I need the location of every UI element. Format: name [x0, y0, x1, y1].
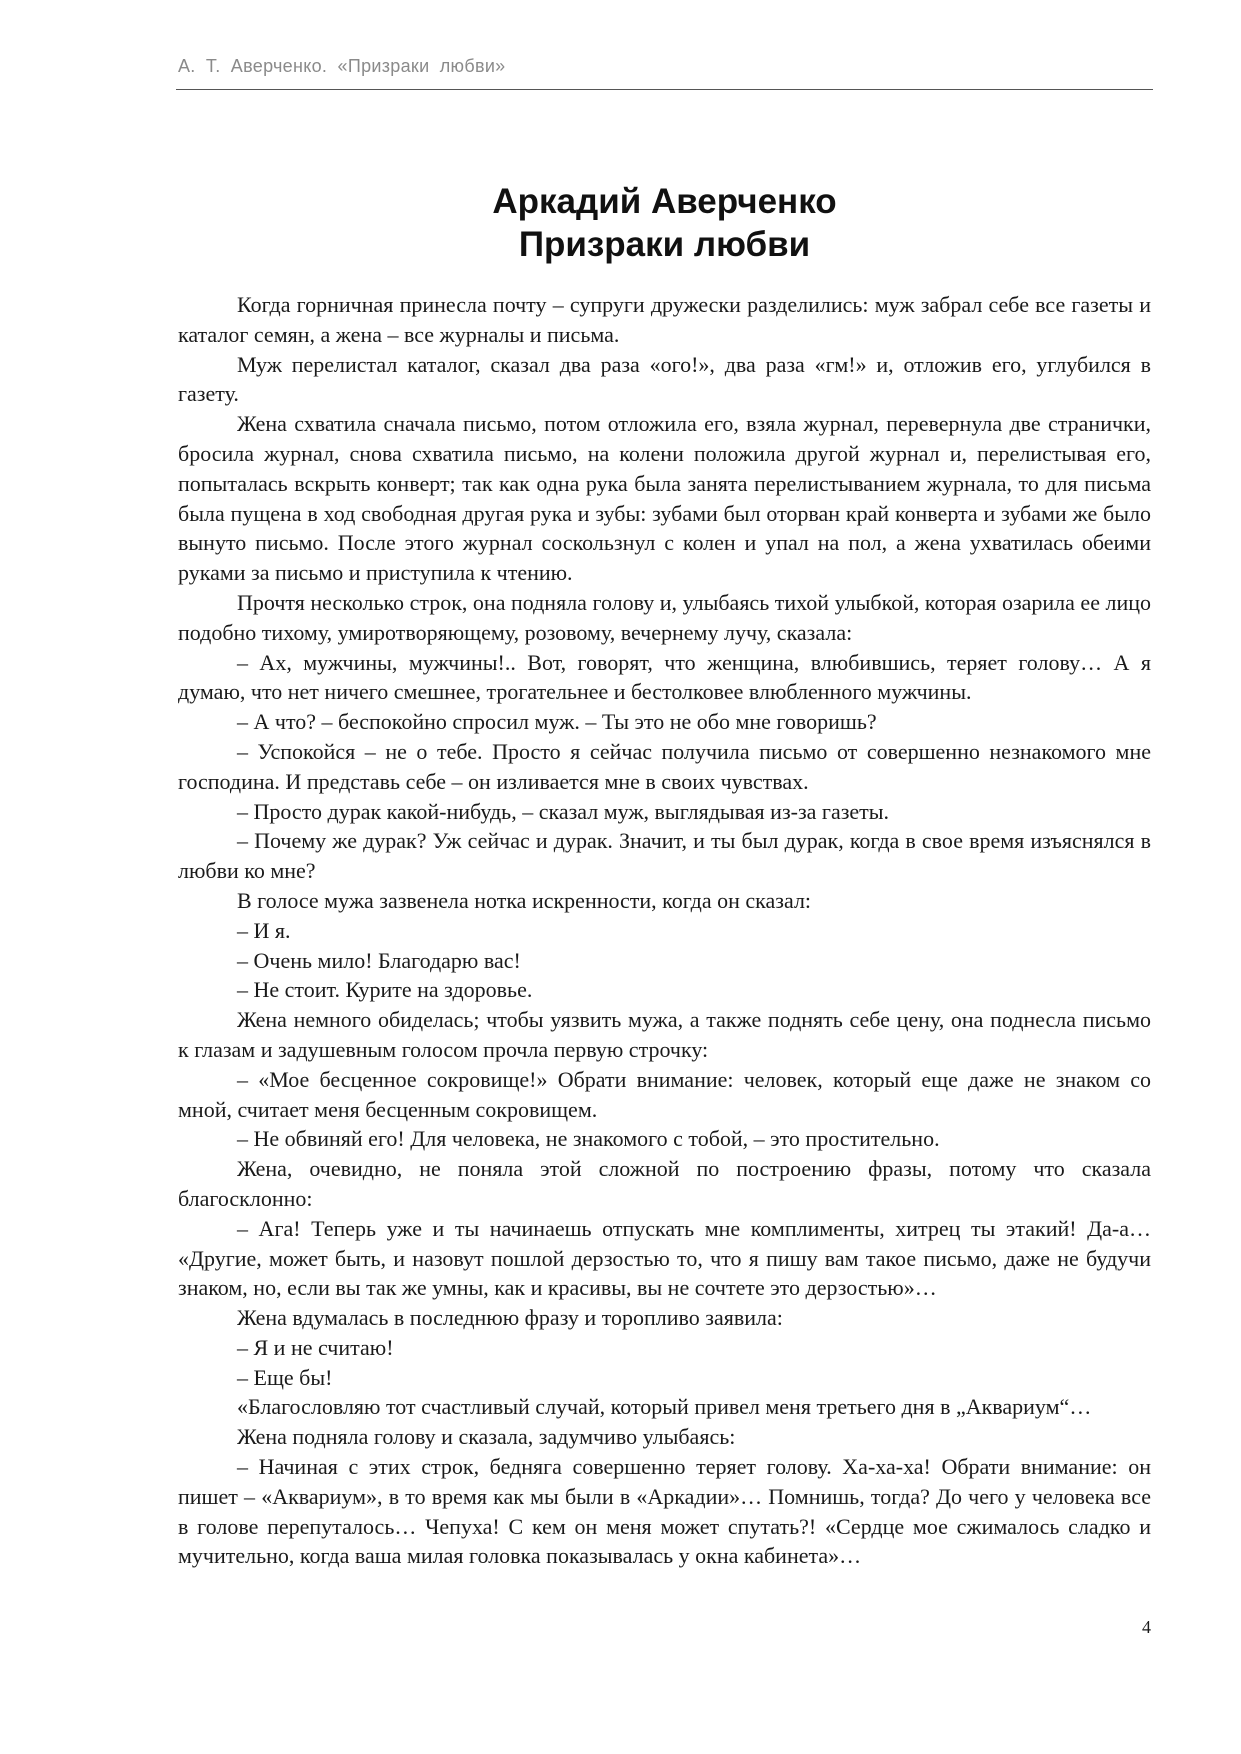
paragraph: – Ах, мужчины, мужчины!.. Вот, говорят, что женщина, влюбившись, теряет голову… А я думаю, что нет ничего смешнее, трогательнее и бестолковее влюбленного мужчины. [178, 649, 1151, 705]
paragraph: Когда горничная принесла почту – супруги дружески разделились: муж забрал себе все газеты и каталог семян, а жена – все журналы и письма. [178, 292, 1151, 347]
paragraph: – Ага! Теперь уже и ты начинаешь отпускать мне комплименты, хитрец ты этакий! Да-а… «Другие, может быть, и назовут пошлой дерзостью то, что я пишу вам такое письмо, даже не будучи знаком, но, если вы так же умны, как и красивы, вы не сочтете это дерзостью»… [178, 1215, 1151, 1301]
paragraph: – Не обвиняй его! Для человека, не знакомого с тобой, – это простительно. [237, 1126, 940, 1152]
header-rule [176, 89, 1153, 90]
paragraph: – Просто дурак какой-нибудь, – сказал муж, выглядывая из-за газеты. [237, 798, 890, 824]
paragraph: Жена, очевидно, не поняла этой сложной по построению фразы, потому что сказала благосклонно: [178, 1156, 1151, 1211]
paragraph: Жена немного обиделась; чтобы уязвить мужа, а также поднять себе цену, она поднесла письмо к глазам и задушевным голосом прочла первую строчку: [178, 1007, 1151, 1062]
paragraph: В голосе мужа зазвенела нотка искренности, когда он сказал: [237, 887, 812, 913]
running-header: А. Т. Аверченко. «Призраки любви» [178, 56, 506, 76]
paragraph: Прочтя несколько строк, она подняла голову и, улыбаясь тихой улыбкой, которая озарила ее лицо подобно тихому, умиротворяющему, розовому, вечернему лучу, сказала: [178, 589, 1151, 645]
author-name: Аркадий Аверченко [492, 182, 837, 221]
paragraph: – Успокойся – не о тебе. Просто я сейчас получила письмо от совершенно незнакомого мне господина. И представь себе – он изливается мне в своих чувствах. [178, 738, 1151, 794]
paragraph: – Начиная с этих строк, бедняга совершенно теряет голову. Ха-ха-ха! Обрати внимание: он пишет – «Аквариум», в то время как мы были в «Аркадии»… Помнишь, тогда? До чего у человека все в голове перепуталось… Чепуха! С кем он меня может спутать?! «Сердце мое сжималось сладко и мучительно, когда ваша милая головка показывалась у окна кабинета»… [178, 1454, 1151, 1569]
body-text [178, 290, 1151, 1571]
paragraph: – Не стоит. Курите на здоровье. [237, 977, 533, 1003]
paragraph: – Еще бы! [237, 1364, 333, 1390]
paragraph: Жена схватила сначала письмо, потом отложила его, взяла журнал, перевернула две странички, бросила журнал, снова схватила письмо, на колени положила другой журнал и, перелистывая его, попыталась вскрыть конверт; так как одна рука была занята перелистыванием журнала, то для письма была пущена в ход свободная другая рука и зубы: зубами был оторван край конверта и зубами же было вынуто письмо. После этого журнал соскользнул с колен и упал на пол, а жена ухватилась обеими руками за письмо и приступила к чтению. [178, 411, 1151, 586]
paragraph: Муж перелистал каталог, сказал два раза «ого!», два раза «гм!» и, отложив его, углубился в газету. [178, 351, 1151, 407]
paragraph: – А что? – беспокойно спросил муж. – Ты это не обо мне говоришь? [237, 709, 877, 735]
page-number: 4 [1142, 1617, 1151, 1637]
paragraph: – Очень мило! Благодарю вас! [237, 947, 521, 973]
paragraph: «Благословляю тот счастливый случай, который привел меня третьего дня в „Аквариум“… [237, 1394, 1092, 1420]
title-block [176, 180, 1153, 266]
paragraph: – И я. [237, 917, 291, 943]
paragraph: Жена вдумалась в последнюю фразу и торопливо заявила: [237, 1305, 783, 1331]
paragraph: – «Мое бесценное сокровище!» Обрати внимание: человек, который еще даже не знаком со мной, считает меня бесценным сокровищем. [178, 1066, 1151, 1122]
paragraph: – Почему же дурак? Уж сейчас и дурак. Значит, и ты был дурак, когда в свое время изъяснялся в любви ко мне? [178, 828, 1151, 884]
work-title: Призраки любви [518, 225, 811, 264]
paragraph: Жена подняла голову и сказала, задумчиво улыбаясь: [237, 1424, 736, 1450]
paragraph: – Я и не считаю! [237, 1334, 394, 1360]
